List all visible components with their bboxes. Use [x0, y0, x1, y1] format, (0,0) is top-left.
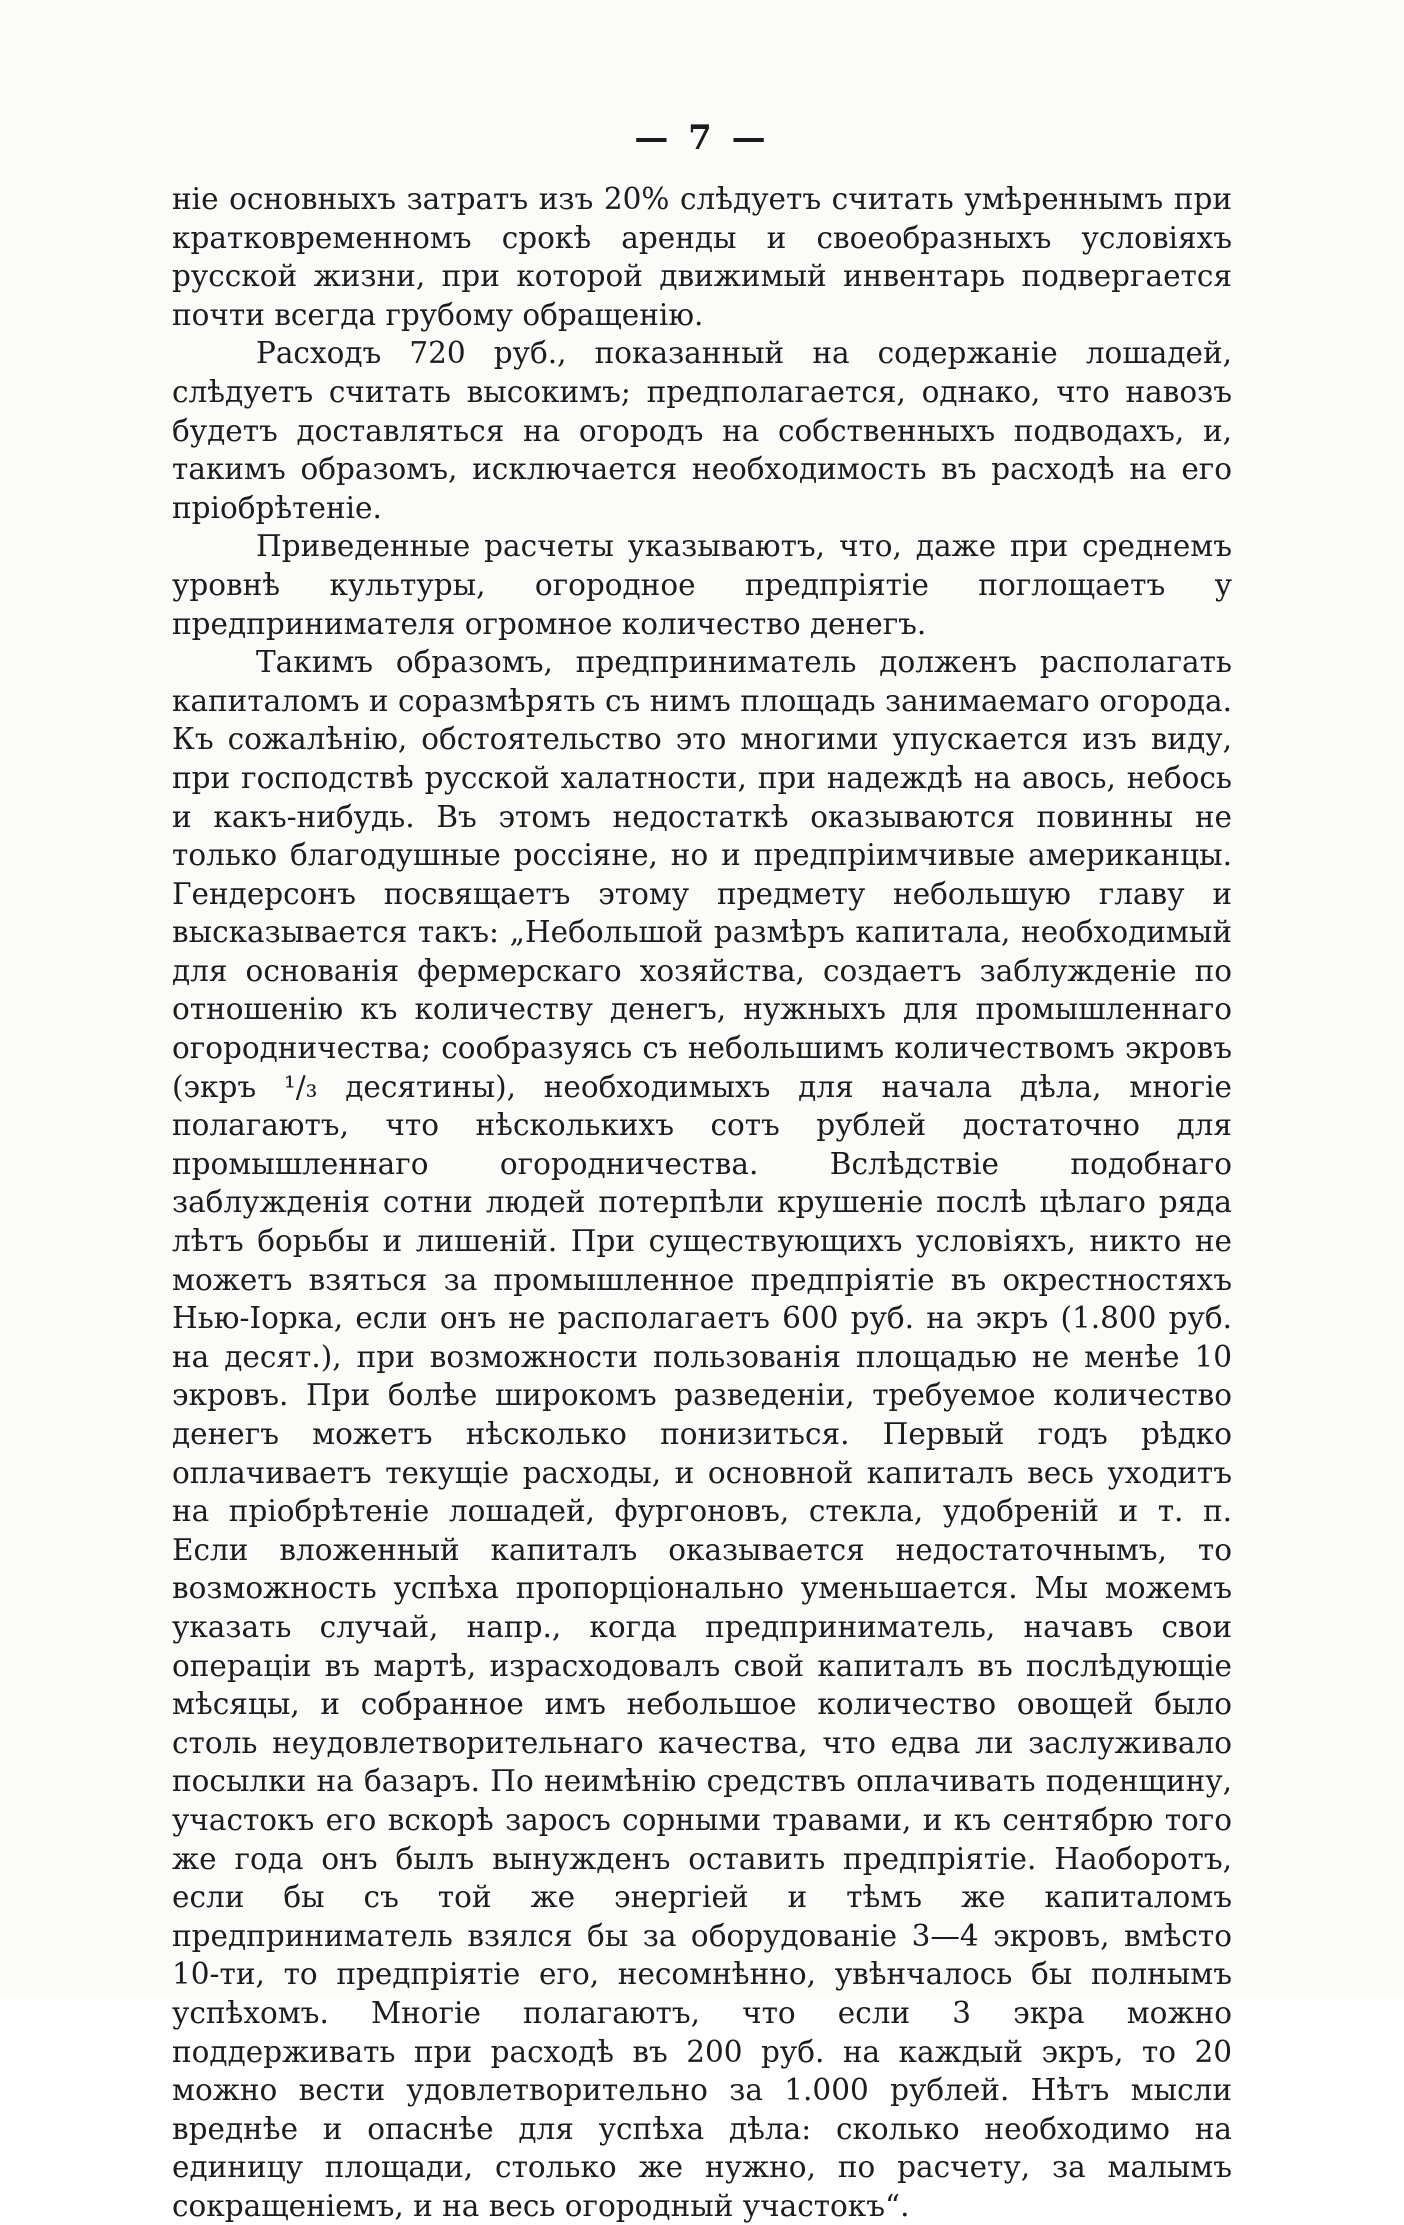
paragraph-calculations: Приведенные расчеты указываютъ, что, даже при среднемъ уровнѣ культуры, огородное предпрiятiе поглощаетъ у предпринимателя огромное количество денегъ.	[172, 529, 1232, 641]
page-number: — 7 —	[634, 118, 770, 158]
paragraph-horse-expenses: Расходъ 720 руб., показанный на содержанiе лошадей, слѣдуетъ считать высокимъ; предполагается, однако, что навозъ будетъ доставляться на огородъ на собственныхъ подводахъ, и, такимъ образомъ, исключается необходимость въ расходѣ на его прiобрѣтенiе.	[172, 336, 1232, 525]
paragraph-continuation: нiе основныхъ затратъ изъ 20% слѣдуетъ считать умѣреннымъ при кратковременномъ срокѣ аренды и своеобразныхъ условiяхъ русской жизни, при которой движимый инвентарь подвергается почти всегда грубому обращенiю.	[172, 182, 1232, 332]
paragraph-capital: Такимъ образомъ, предприниматель долженъ располагать капиталомъ и соразмѣрять съ нимъ площадь занимаемаго огорода. Къ сожалѣнiю, обстоятельство это многими упускается изъ виду, при господствѣ русской халатности, при надеждѣ на авось, небось и какъ-нибудь. Въ этомъ недостаткѣ оказываются повинны не только благодушные россiяне, но и предпрiимчивые американцы. Гендерсонъ посвящаетъ этому предмету небольшую главу и высказывается такъ: „Небольшой размѣръ капитала, необходимый для основанiя фермерскаго хозяйства, создаетъ заблужденiе по отношенiю къ количеству денегъ, нужныхъ для промышленнаго огородничества; сообразуясь съ небольшимъ количествомъ экровъ (экръ ¹/₃ десятины), необходимыхъ для начала дѣла, многiе полагаютъ, что нѣсколькихъ сотъ рублей достаточно для промышленнаго огородничества. Вслѣдствiе подобнаго заблужденiя сотни людей потерпѣли крушенiе послѣ цѣлаго ряда лѣтъ борьбы и лишенiй. При существующихъ условiяхъ, никто не можетъ взяться за промышленное предпрiятiе въ окрестностяхъ Нью-Iорка, если онъ не располагаетъ 600 руб. на экръ (1.800 руб. на десят.), при возможности пользованiя площадью не менѣе 10 экровъ. При болѣе широкомъ разведенiи, требуемое количество денегъ можетъ нѣсколько понизиться. Первый годъ рѣдко оплачиваетъ текущiе расходы, и основной капиталъ весь уходитъ на прiобрѣтенiе лошадей, фургоновъ, стекла, удобренiй и т. п. Если вложенный капиталъ оказывается недостаточнымъ, то возможность успѣха пропорцiонально уменьшается. Мы можемъ указать случай, напр., когда предприниматель, начавъ свои операцiи въ мартѣ, израсходовалъ свой капиталъ въ послѣдующiе мѣсяцы, и собранное имъ небольшое количество овощей было столь неудовлетворительнаго качества, что едва ли заслуживало посылки на базаръ. По неимѣнiю средствъ оплачивать поденщину, участокъ его вскорѣ заросъ сорными травами, и къ сентябрю того же года онъ былъ вынужденъ оставить предпрiятiе. Наоборотъ, если бы съ той же энергiей и тѣмъ же капиталомъ предприниматель взялся бы за оборудованiе 3—4 экровъ, вмѣсто 10-ти, то предпрiятiе его, несомнѣнно, увѣнчалось бы полнымъ успѣхомъ. Многiе полагаютъ, что если 3 экра можно поддерживать при расходѣ въ 200 руб. на каждый экръ, то 20 можно вести удовлетворительно за 1.000 рублей. Нѣтъ мысли вреднѣе и опаснѣе для успѣха дѣла: сколько необходимо на единицу площади, столько же нужно, по расчету, за малымъ сокращенiемъ, и на весь огородный участокъ“.	[172, 645, 1232, 2223]
body-text	[172, 180, 1232, 2225]
